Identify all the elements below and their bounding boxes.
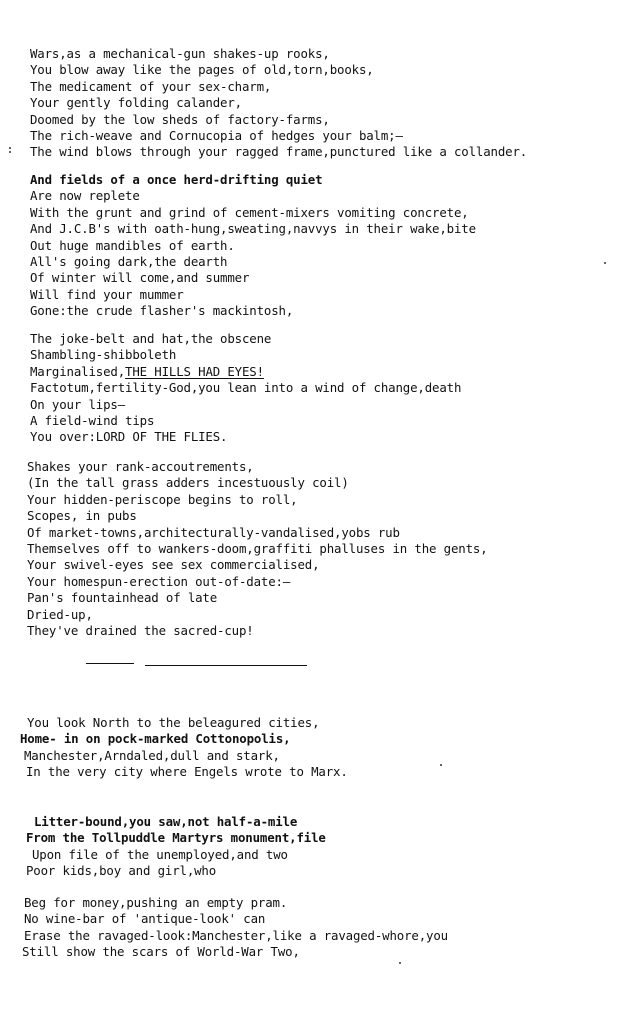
poem-line: And fields of a once herd-drifting quiet (30, 172, 323, 187)
section-divider-short (86, 663, 134, 664)
poem-line: With the grunt and grind of cement-mixers vomiting concrete, (30, 204, 469, 220)
poem-line: Are now replete (30, 188, 140, 204)
margin-mark (9, 151, 11, 153)
section-divider-long (145, 665, 307, 666)
underlined-title: THE HILLS HAD EYES! (125, 363, 264, 379)
poem-line: Litter-bound,you saw,not half-a-mile (34, 814, 298, 829)
poem-line: In the very city where Engels wrote to Marx. (26, 763, 348, 779)
poem-line: All's going dark,the dearth (30, 254, 228, 269)
poem-line: Your hidden-periscope begins to roll, (27, 491, 298, 507)
poem-line: Shambling-shibboleth (30, 347, 177, 363)
poem-line: Marginalised,THE HILLS HAD EYES! (30, 363, 264, 379)
poem-line: Will find your mummer (30, 286, 184, 302)
poem-line: On your lips— (30, 396, 126, 412)
poem-line: (In the tall grass adders incestuously coil) (27, 475, 349, 491)
poem-line: Wars,as a mechanical-gun shakes-up rooks, (30, 46, 330, 61)
margin-mark (9, 147, 11, 149)
poem-line: A field-wind tips (30, 413, 155, 428)
poem-line: Dried-up, (27, 606, 93, 622)
poem-line: Shakes your rank-accoutrements, (27, 459, 254, 474)
poem-line: Gone:the crude flasher's mackintosh, (30, 303, 294, 319)
poem-line: Still show the scars of World-War Two, (22, 943, 300, 959)
poem-line: No wine-bar of 'antique-look' can (24, 911, 266, 927)
poem-line: Of market-towns,architecturally-vandalised,yobs rub (27, 524, 400, 540)
poem-line: Your swivel-eyes see sex commercialised, (27, 557, 320, 573)
poem-line: Your gently folding calander, (30, 95, 242, 111)
poem-line: The medicament of your sex-charm, (30, 78, 272, 94)
poem-line: Of winter will come,and summer (30, 270, 250, 286)
poem-line: Themselves off to wankers-doom,graffiti phalluses in the gents, (27, 541, 488, 556)
poem-line: Upon file of the unemployed,and two (32, 846, 288, 862)
poem-line: Out huge mandibles of earth. (30, 237, 235, 253)
poem-line: You look North to the beleagured cities, (27, 715, 320, 730)
stray-speck (440, 764, 442, 766)
stray-speck (399, 962, 401, 964)
poem-line: They've drained the sacred-cup! (27, 623, 254, 638)
poem-line: Factotum,fertility-God,you lean into a wind of change,death (30, 380, 462, 396)
poem-line: Home- in on pock-marked Cottonopolis, (20, 731, 291, 747)
poem-line: Your homespun-erection out-of-date:— (27, 573, 291, 589)
poem-line: You over:LORD OF THE FLIES. (30, 429, 228, 445)
poem-line: The rich-weave and Cornucopia of hedges your balm;— (30, 128, 403, 143)
poem-line: Poor kids,boy and girl,who (26, 862, 217, 878)
poem-line: Scopes, in pubs (27, 508, 137, 524)
stray-speck (604, 262, 606, 264)
poem-line: You blow away like the pages of old,torn,books, (30, 62, 374, 78)
poem-line: Doomed by the low sheds of factory-farms, (30, 111, 330, 127)
poem-line: From the Tollpuddle Martyrs monument,file (26, 830, 326, 846)
poem-line: Beg for money,pushing an empty pram. (24, 895, 288, 910)
poem-line: Erase the ravaged-look:Manchester,like a ravaged-whore,you (24, 927, 448, 943)
poem-line: And J.C.B's with oath-hung,sweating,navvys in their wake,bite (30, 221, 476, 237)
poem-line: The joke-belt and hat,the obscene (30, 331, 272, 346)
poem-line: Manchester,Arndaled,dull and stark, (24, 747, 280, 763)
poem-line: The wind blows through your ragged frame,punctured like a collander. (30, 144, 528, 160)
poem-line: Pan's fountainhead of late (27, 590, 218, 606)
